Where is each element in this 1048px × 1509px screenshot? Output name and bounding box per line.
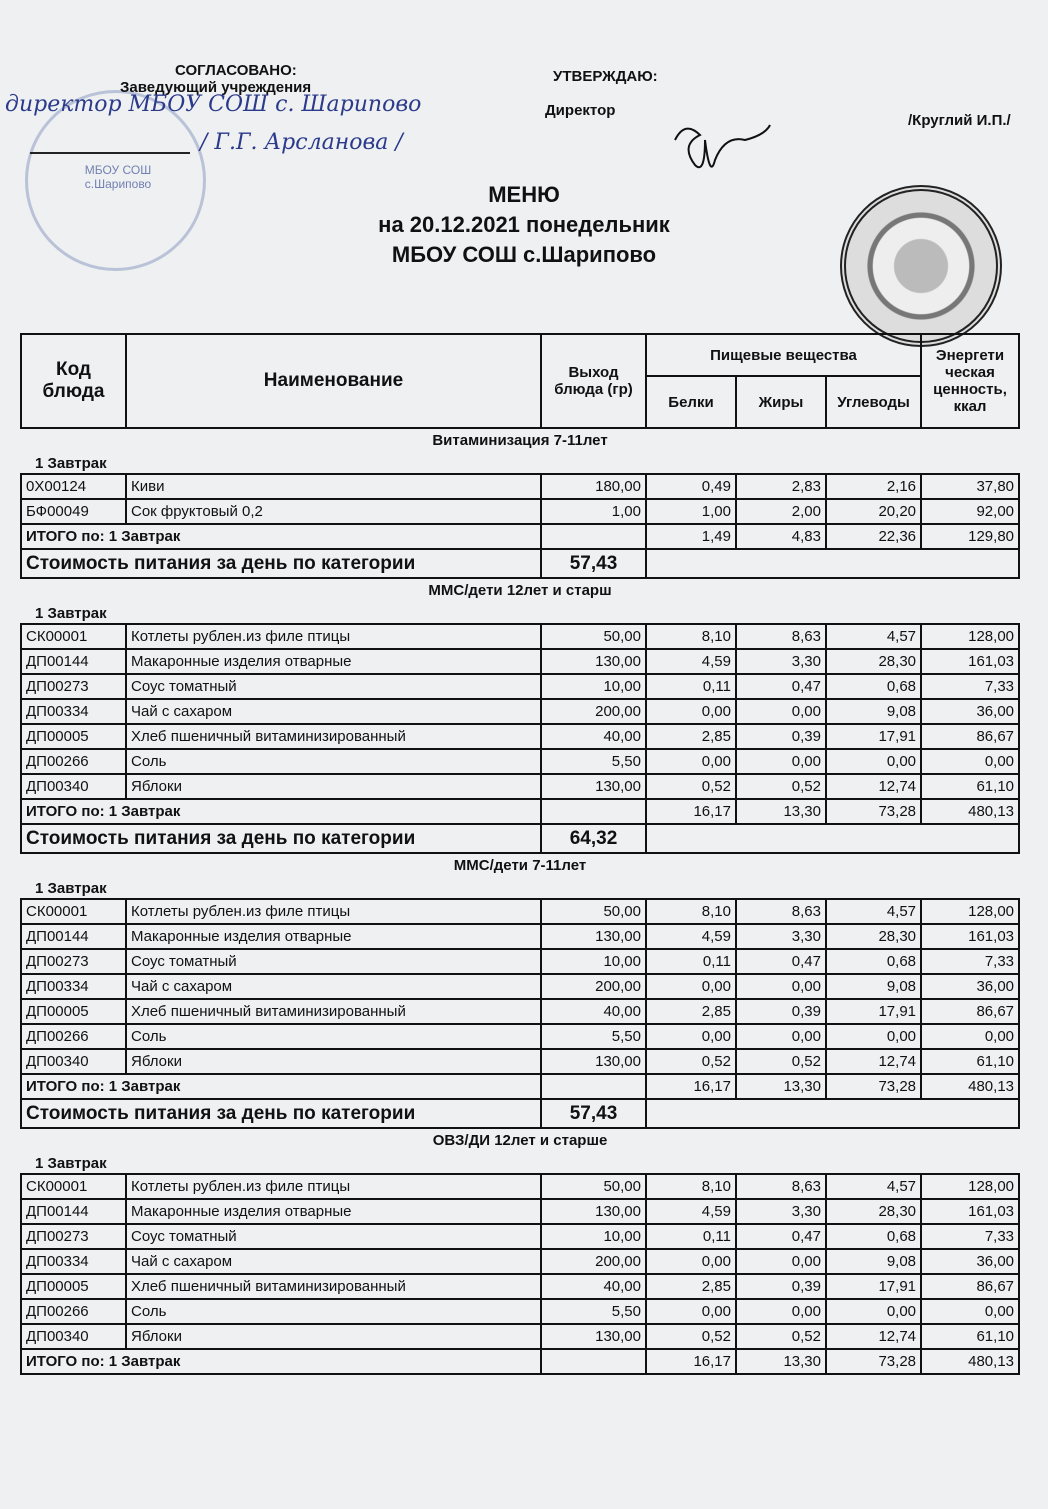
dish-code: ДП00266 bbox=[21, 1299, 126, 1324]
dish-protein: 4,59 bbox=[646, 1199, 736, 1224]
meal-label: 1 Завтрак bbox=[35, 604, 107, 622]
dish-fat: 2,83 bbox=[736, 474, 826, 499]
dish-energy: 61,10 bbox=[921, 774, 1019, 799]
dish-output: 5,50 bbox=[541, 1024, 646, 1049]
dish-name: Чай с сахаром bbox=[126, 1249, 541, 1274]
dish-output: 50,00 bbox=[541, 1174, 646, 1199]
dish-energy: 0,00 bbox=[921, 1299, 1019, 1324]
cost-label: Стоимость питания за день по категории bbox=[21, 1099, 541, 1128]
section-title: ОВЗ/ДИ 12лет и старше bbox=[432, 1132, 608, 1149]
dish-carbs: 17,91 bbox=[826, 999, 921, 1024]
dish-name: Макаронные изделия отварные bbox=[126, 924, 541, 949]
total-carbs: 22,36 bbox=[826, 524, 921, 549]
section-title-row bbox=[21, 1128, 1019, 1153]
dish-energy: 0,00 bbox=[921, 749, 1019, 774]
dish-energy: 7,33 bbox=[921, 949, 1019, 974]
dish-carbs: 9,08 bbox=[826, 974, 921, 999]
meal-row bbox=[21, 878, 1019, 899]
dish-carbs: 9,08 bbox=[826, 1249, 921, 1274]
dish-fat: 8,63 bbox=[736, 624, 826, 649]
approval-right-label: УТВЕРЖДАЮ: bbox=[553, 68, 658, 85]
cost-value: 64,32 bbox=[541, 824, 646, 853]
dish-energy: 161,03 bbox=[921, 1199, 1019, 1224]
dish-fat: 0,00 bbox=[736, 974, 826, 999]
dish-name: Макаронные изделия отварные bbox=[126, 1199, 541, 1224]
dish-fat: 0,00 bbox=[736, 1299, 826, 1324]
table-row bbox=[21, 1299, 1019, 1324]
dish-protein: 2,85 bbox=[646, 999, 736, 1024]
dish-protein: 8,10 bbox=[646, 899, 736, 924]
total-energy: 480,13 bbox=[921, 799, 1019, 824]
meal-label: 1 Завтрак bbox=[35, 1154, 107, 1172]
cost-value: 57,43 bbox=[541, 549, 646, 578]
approval-position: Заведующий учреждения bbox=[120, 79, 312, 96]
dish-fat: 0,39 bbox=[736, 1274, 826, 1299]
dish-name: Хлеб пшеничный витаминизированный bbox=[126, 724, 541, 749]
dish-carbs: 0,00 bbox=[826, 1024, 921, 1049]
dish-code: ДП00334 bbox=[21, 699, 126, 724]
cost-label: Стоимость питания за день по категории bbox=[21, 549, 541, 578]
dish-name: Хлеб пшеничный витаминизированный bbox=[126, 999, 541, 1024]
dish-protein: 0,52 bbox=[646, 1324, 736, 1349]
dish-energy: 36,00 bbox=[921, 1249, 1019, 1274]
total-protein: 16,17 bbox=[646, 799, 736, 824]
dish-energy: 128,00 bbox=[921, 1174, 1019, 1199]
dish-energy: 61,10 bbox=[921, 1049, 1019, 1074]
dish-fat: 0,47 bbox=[736, 1224, 826, 1249]
dish-protein: 4,59 bbox=[646, 649, 736, 674]
total-output bbox=[541, 1349, 646, 1374]
dish-protein: 8,10 bbox=[646, 624, 736, 649]
section-title: ММС/дети 7-11лет bbox=[453, 857, 587, 874]
dish-carbs: 0,68 bbox=[826, 1224, 921, 1249]
dish-name: Киви bbox=[126, 474, 541, 499]
dish-protein: 1,00 bbox=[646, 499, 736, 524]
dish-output: 50,00 bbox=[541, 899, 646, 924]
meal-row bbox=[21, 453, 1019, 474]
total-fat: 13,30 bbox=[736, 1074, 826, 1099]
table-row bbox=[21, 499, 1019, 524]
table-row bbox=[21, 974, 1019, 999]
menu-table bbox=[20, 333, 1018, 1375]
dish-fat: 0,00 bbox=[736, 699, 826, 724]
dish-carbs: 17,91 bbox=[826, 724, 921, 749]
dish-code: ДП00005 bbox=[21, 724, 126, 749]
dish-output: 10,00 bbox=[541, 674, 646, 699]
table-row bbox=[21, 1049, 1019, 1074]
dish-carbs: 17,91 bbox=[826, 1274, 921, 1299]
dish-output: 40,00 bbox=[541, 999, 646, 1024]
dish-energy: 0,00 bbox=[921, 1024, 1019, 1049]
dish-fat: 3,30 bbox=[736, 924, 826, 949]
meal-row bbox=[21, 603, 1019, 624]
dish-output: 130,00 bbox=[541, 1199, 646, 1224]
dish-fat: 0,00 bbox=[736, 1024, 826, 1049]
dish-fat: 0,00 bbox=[736, 1249, 826, 1274]
dish-carbs: 20,20 bbox=[826, 499, 921, 524]
dish-protein: 0,00 bbox=[646, 699, 736, 724]
total-output bbox=[541, 799, 646, 824]
col-carbs: Углеводы bbox=[826, 376, 921, 428]
total-energy: 480,13 bbox=[921, 1074, 1019, 1099]
total-fat: 13,30 bbox=[736, 799, 826, 824]
cost-label: Стоимость питания за день по категории bbox=[21, 824, 541, 853]
table-row bbox=[21, 949, 1019, 974]
section-title-row bbox=[21, 578, 1019, 603]
dish-code: ДП00340 bbox=[21, 774, 126, 799]
dish-code: ДП00144 bbox=[21, 649, 126, 674]
dish-carbs: 0,68 bbox=[826, 674, 921, 699]
title-school: МБОУ СОШ с.Шарипово bbox=[391, 242, 657, 267]
dish-code: ДП00005 bbox=[21, 999, 126, 1024]
dish-output: 40,00 bbox=[541, 1274, 646, 1299]
dish-output: 200,00 bbox=[541, 1249, 646, 1274]
approval-left bbox=[120, 62, 311, 96]
col-energy: Энергети ческая ценность, ккал bbox=[921, 334, 1019, 428]
dish-protein: 2,85 bbox=[646, 724, 736, 749]
total-row bbox=[21, 1074, 1019, 1099]
cost-row bbox=[21, 1099, 1019, 1128]
dish-protein: 0,52 bbox=[646, 774, 736, 799]
dish-energy: 86,67 bbox=[921, 999, 1019, 1024]
dish-name: Соль bbox=[126, 1299, 541, 1324]
total-carbs: 73,28 bbox=[826, 1349, 921, 1374]
stamp-text: МБОУ СОШ с.Шарипово bbox=[84, 163, 152, 191]
dish-carbs: 12,74 bbox=[826, 774, 921, 799]
section-title: ММС/дети 12лет и старш bbox=[428, 582, 612, 599]
dish-carbs: 0,68 bbox=[826, 949, 921, 974]
dish-name: Соус томатный bbox=[126, 949, 541, 974]
dish-code: 0Х00124 bbox=[21, 474, 126, 499]
total-fat: 4,83 bbox=[736, 524, 826, 549]
dish-energy: 61,10 bbox=[921, 1324, 1019, 1349]
dish-carbs: 4,57 bbox=[826, 1174, 921, 1199]
dish-name: Соус томатный bbox=[126, 1224, 541, 1249]
table-row bbox=[21, 1249, 1019, 1274]
dish-energy: 86,67 bbox=[921, 1274, 1019, 1299]
dish-energy: 161,03 bbox=[921, 649, 1019, 674]
dish-fat: 8,63 bbox=[736, 1174, 826, 1199]
total-output bbox=[541, 524, 646, 549]
handwritten-position: директор МБОУ СОШ с. Шарипово bbox=[5, 92, 422, 117]
dish-code: ДП00273 bbox=[21, 674, 126, 699]
dish-protein: 0,11 bbox=[646, 1224, 736, 1249]
table-row bbox=[21, 774, 1019, 799]
dish-protein: 0,11 bbox=[646, 949, 736, 974]
dish-fat: 0,47 bbox=[736, 949, 826, 974]
dish-protein: 0,11 bbox=[646, 674, 736, 699]
dish-carbs: 0,00 bbox=[826, 1299, 921, 1324]
dish-output: 40,00 bbox=[541, 724, 646, 749]
dish-energy: 36,00 bbox=[921, 699, 1019, 724]
cost-blank bbox=[646, 1099, 1019, 1128]
dish-name: Соль bbox=[126, 749, 541, 774]
total-protein: 16,17 bbox=[646, 1349, 736, 1374]
total-row bbox=[21, 1349, 1019, 1374]
total-label: ИТОГО по: 1 Завтрак bbox=[21, 1349, 541, 1374]
dish-code: ДП00340 bbox=[21, 1049, 126, 1074]
total-row bbox=[21, 799, 1019, 824]
dish-energy: 7,33 bbox=[921, 1224, 1019, 1249]
dish-code: ДП00144 bbox=[21, 1199, 126, 1224]
total-protein: 1,49 bbox=[646, 524, 736, 549]
dish-protein: 0,00 bbox=[646, 1299, 736, 1324]
dish-name: Макаронные изделия отварные bbox=[126, 649, 541, 674]
dish-protein: 0,00 bbox=[646, 1024, 736, 1049]
section-title-row bbox=[21, 853, 1019, 878]
dish-fat: 8,63 bbox=[736, 899, 826, 924]
director-signature bbox=[660, 110, 780, 190]
cost-value: 57,43 bbox=[541, 1099, 646, 1128]
dish-output: 130,00 bbox=[541, 1049, 646, 1074]
dish-output: 1,00 bbox=[541, 499, 646, 524]
cost-row bbox=[21, 549, 1019, 578]
handwritten-name: / Г.Г. Арсланова / bbox=[200, 130, 403, 155]
table-row bbox=[21, 1274, 1019, 1299]
dish-carbs: 4,57 bbox=[826, 899, 921, 924]
dish-output: 10,00 bbox=[541, 1224, 646, 1249]
dish-fat: 0,52 bbox=[736, 1049, 826, 1074]
total-row bbox=[21, 524, 1019, 549]
dish-energy: 86,67 bbox=[921, 724, 1019, 749]
dish-name: Котлеты рублен.из филе птицы bbox=[126, 899, 541, 924]
dish-name: Яблоки bbox=[126, 1049, 541, 1074]
table-row bbox=[21, 624, 1019, 649]
dish-carbs: 0,00 bbox=[826, 749, 921, 774]
table-row bbox=[21, 1224, 1019, 1249]
dish-carbs: 9,08 bbox=[826, 699, 921, 724]
document-title bbox=[0, 180, 1048, 270]
dish-code: ДП00144 bbox=[21, 924, 126, 949]
table-row bbox=[21, 674, 1019, 699]
dish-carbs: 12,74 bbox=[826, 1324, 921, 1349]
total-energy: 129,80 bbox=[921, 524, 1019, 549]
meal-label: 1 Завтрак bbox=[35, 879, 107, 897]
dish-code: СК00001 bbox=[21, 1174, 126, 1199]
dish-output: 10,00 bbox=[541, 949, 646, 974]
table-row bbox=[21, 649, 1019, 674]
col-fat: Жиры bbox=[736, 376, 826, 428]
dish-protein: 8,10 bbox=[646, 1174, 736, 1199]
dish-energy: 7,33 bbox=[921, 674, 1019, 699]
dish-output: 180,00 bbox=[541, 474, 646, 499]
dish-output: 130,00 bbox=[541, 774, 646, 799]
col-nutrients: Пищевые вещества bbox=[646, 334, 921, 376]
total-label: ИТОГО по: 1 Завтрак bbox=[21, 799, 541, 824]
table-row bbox=[21, 1199, 1019, 1224]
dish-code: ДП00340 bbox=[21, 1324, 126, 1349]
dish-name: Соус томатный bbox=[126, 674, 541, 699]
dish-output: 130,00 bbox=[541, 1324, 646, 1349]
total-carbs: 73,28 bbox=[826, 799, 921, 824]
dish-protein: 0,49 bbox=[646, 474, 736, 499]
dish-name: Соль bbox=[126, 1024, 541, 1049]
dish-fat: 0,52 bbox=[736, 1324, 826, 1349]
meal-row bbox=[21, 1153, 1019, 1174]
dish-code: ДП00005 bbox=[21, 1274, 126, 1299]
total-output bbox=[541, 1074, 646, 1099]
dish-fat: 0,47 bbox=[736, 674, 826, 699]
dish-fat: 0,52 bbox=[736, 774, 826, 799]
dish-fat: 0,39 bbox=[736, 724, 826, 749]
dish-protein: 2,85 bbox=[646, 1274, 736, 1299]
col-protein: Белки bbox=[646, 376, 736, 428]
table-row bbox=[21, 1024, 1019, 1049]
table-row bbox=[21, 699, 1019, 724]
dish-name: Чай с сахаром bbox=[126, 699, 541, 724]
dish-protein: 0,52 bbox=[646, 1049, 736, 1074]
table-row bbox=[21, 924, 1019, 949]
total-protein: 16,17 bbox=[646, 1074, 736, 1099]
dish-output: 130,00 bbox=[541, 649, 646, 674]
dish-protein: 0,00 bbox=[646, 1249, 736, 1274]
dish-name: Хлеб пшеничный витаминизированный bbox=[126, 1274, 541, 1299]
approval-right-position: Директор bbox=[545, 102, 616, 119]
dish-protein: 0,00 bbox=[646, 749, 736, 774]
dish-energy: 92,00 bbox=[921, 499, 1019, 524]
table-row bbox=[21, 1174, 1019, 1199]
title-date: на 20.12.2021 понедельник bbox=[378, 212, 670, 237]
dish-carbs: 12,74 bbox=[826, 1049, 921, 1074]
dish-output: 50,00 bbox=[541, 624, 646, 649]
table-row bbox=[21, 999, 1019, 1024]
dish-code: ДП00334 bbox=[21, 1249, 126, 1274]
total-label: ИТОГО по: 1 Завтрак bbox=[21, 1074, 541, 1099]
section-title: Витаминизация 7-11лет bbox=[432, 432, 608, 449]
cost-row bbox=[21, 824, 1019, 853]
dish-carbs: 28,30 bbox=[826, 649, 921, 674]
dish-energy: 128,00 bbox=[921, 624, 1019, 649]
dish-output: 130,00 bbox=[541, 924, 646, 949]
dish-code: ДП00273 bbox=[21, 949, 126, 974]
dish-output: 5,50 bbox=[541, 749, 646, 774]
dish-name: Яблоки bbox=[126, 1324, 541, 1349]
approval-label: СОГЛАСОВАНО: bbox=[175, 62, 297, 79]
total-carbs: 73,28 bbox=[826, 1074, 921, 1099]
dish-name: Котлеты рублен.из филе птицы bbox=[126, 1174, 541, 1199]
section-title-row bbox=[21, 428, 1019, 453]
col-code: Код блюда bbox=[21, 334, 126, 428]
dish-code: ДП00273 bbox=[21, 1224, 126, 1249]
total-fat: 13,30 bbox=[736, 1349, 826, 1374]
dish-carbs: 28,30 bbox=[826, 924, 921, 949]
cost-blank bbox=[646, 549, 1019, 578]
dish-energy: 161,03 bbox=[921, 924, 1019, 949]
dish-protein: 0,00 bbox=[646, 974, 736, 999]
table-row bbox=[21, 474, 1019, 499]
table-row bbox=[21, 749, 1019, 774]
dish-fat: 3,30 bbox=[736, 649, 826, 674]
dish-name: Сок фруктовый 0,2 bbox=[126, 499, 541, 524]
table-row bbox=[21, 724, 1019, 749]
dish-energy: 37,80 bbox=[921, 474, 1019, 499]
dish-name: Яблоки bbox=[126, 774, 541, 799]
total-label: ИТОГО по: 1 Завтрак bbox=[21, 524, 541, 549]
dish-code: СК00001 bbox=[21, 624, 126, 649]
signature-line bbox=[30, 152, 190, 154]
dish-code: БФ00049 bbox=[21, 499, 126, 524]
dish-code: ДП00266 bbox=[21, 749, 126, 774]
dish-name: Котлеты рублен.из филе птицы bbox=[126, 624, 541, 649]
dish-fat: 0,00 bbox=[736, 749, 826, 774]
title-menu: МЕНЮ bbox=[488, 182, 560, 207]
col-output: Выход блюда (гр) bbox=[541, 334, 646, 428]
dish-fat: 0,39 bbox=[736, 999, 826, 1024]
cost-blank bbox=[646, 824, 1019, 853]
dish-carbs: 4,57 bbox=[826, 624, 921, 649]
director-name: /Круглий И.П./ bbox=[908, 112, 1011, 129]
dish-energy: 36,00 bbox=[921, 974, 1019, 999]
dish-protein: 4,59 bbox=[646, 924, 736, 949]
dish-energy: 128,00 bbox=[921, 899, 1019, 924]
col-name: Наименование bbox=[126, 334, 541, 428]
meal-label: 1 Завтрак bbox=[35, 454, 107, 472]
table-row bbox=[21, 1324, 1019, 1349]
dish-code: ДП00266 bbox=[21, 1024, 126, 1049]
total-energy: 480,13 bbox=[921, 1349, 1019, 1374]
dish-name: Чай с сахаром bbox=[126, 974, 541, 999]
dish-code: ДП00334 bbox=[21, 974, 126, 999]
dish-code: СК00001 bbox=[21, 899, 126, 924]
dish-fat: 3,30 bbox=[736, 1199, 826, 1224]
dish-output: 5,50 bbox=[541, 1299, 646, 1324]
dish-output: 200,00 bbox=[541, 699, 646, 724]
dish-carbs: 2,16 bbox=[826, 474, 921, 499]
dish-fat: 2,00 bbox=[736, 499, 826, 524]
dish-output: 200,00 bbox=[541, 974, 646, 999]
dish-carbs: 28,30 bbox=[826, 1199, 921, 1224]
table-row bbox=[21, 899, 1019, 924]
